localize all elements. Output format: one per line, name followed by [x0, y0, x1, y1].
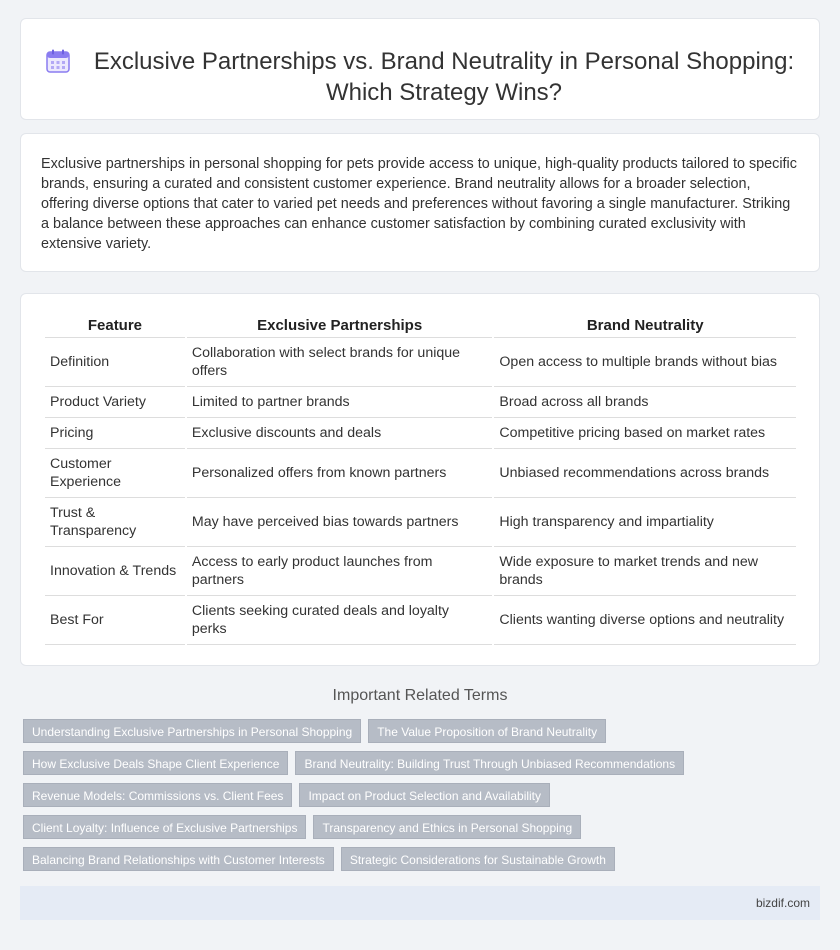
table-cell: Best For — [45, 596, 185, 645]
table-row — [45, 498, 796, 547]
related-term-tag[interactable]: Brand Neutrality: Building Trust Through Unbiased Recommendations — [295, 751, 684, 775]
tag-row — [23, 847, 813, 871]
column-header-neutrality: Brand Neutrality — [494, 316, 796, 338]
related-term-tag[interactable]: How Exclusive Deals Shape Client Experience — [23, 751, 288, 775]
intro-text: Exclusive partnerships in personal shopping for pets provide access to unique, high-quality products tailored to specific brands, ensuring a curated and consistent customer experience. Brand neutrality allows for a broader selection, offering diverse options that cater to varied pet needs and preferences without favoring a single manufacturer. Striking a balance between these approaches can enhance customer satisfaction by combining curated exclusivity with extensive variety. — [41, 156, 797, 252]
table-header-row — [45, 316, 796, 338]
table-cell: Clients wanting diverse options and neutrality — [494, 596, 796, 645]
table-cell: Wide exposure to market trends and new brands — [494, 547, 796, 596]
table-cell: Definition — [45, 338, 185, 387]
header-card — [20, 18, 820, 120]
footer — [20, 886, 820, 920]
tag-row — [23, 815, 813, 839]
related-term-tag[interactable]: Client Loyalty: Influence of Exclusive Partnerships — [23, 815, 306, 839]
table-cell: Customer Experience — [45, 449, 185, 498]
related-term-tag[interactable]: Understanding Exclusive Partnerships in Personal Shopping — [23, 719, 361, 743]
table-cell: Innovation & Trends — [45, 547, 185, 596]
table-cell: Trust & Transparency — [45, 498, 185, 547]
table-cell: Broad across all brands — [494, 387, 796, 418]
comparison-table-card — [20, 293, 820, 666]
calendar-icon — [45, 48, 71, 74]
related-terms-title: Important Related Terms — [332, 687, 508, 704]
page-title: Exclusive Partnerships vs. Brand Neutrality in Personal Shopping: Which Strategy Wins? — [93, 48, 795, 106]
table-cell: Product Variety — [45, 387, 185, 418]
table-cell: Competitive pricing based on market rates — [494, 418, 796, 449]
related-term-tag[interactable]: Balancing Brand Relationships with Customer Interests — [23, 847, 334, 871]
table-cell: Access to early product launches from partners — [187, 547, 493, 596]
table-cell: Clients seeking curated deals and loyalty perks — [187, 596, 493, 645]
column-header-exclusive: Exclusive Partnerships — [187, 316, 493, 338]
table-row — [45, 387, 796, 418]
related-terms-list — [23, 719, 813, 879]
tag-row — [23, 719, 813, 743]
related-term-tag[interactable]: Strategic Considerations for Sustainable Growth — [341, 847, 615, 871]
table-cell: Pricing — [45, 418, 185, 449]
table-cell: Exclusive discounts and deals — [187, 418, 493, 449]
table-cell: Personalized offers from known partners — [187, 449, 493, 498]
table-cell: Collaboration with select brands for unique offers — [187, 338, 493, 387]
related-term-tag[interactable]: The Value Proposition of Brand Neutrality — [368, 719, 606, 743]
comparison-table — [43, 316, 798, 645]
related-term-tag[interactable]: Revenue Models: Commissions vs. Client Fees — [23, 783, 292, 807]
column-header-feature: Feature — [45, 316, 185, 338]
table-cell: Unbiased recommendations across brands — [494, 449, 796, 498]
table-row — [45, 338, 796, 387]
table-cell: May have perceived bias towards partners — [187, 498, 493, 547]
table-cell: Open access to multiple brands without bias — [494, 338, 796, 387]
tag-row — [23, 783, 813, 807]
table-row — [45, 418, 796, 449]
table-row — [45, 547, 796, 596]
related-term-tag[interactable]: Transparency and Ethics in Personal Shopping — [313, 815, 581, 839]
footer-brand-link[interactable]: bizdif.com — [755, 896, 810, 910]
related-term-tag[interactable]: Impact on Product Selection and Availability — [299, 783, 550, 807]
table-row — [45, 596, 796, 645]
table-row — [45, 449, 796, 498]
tag-row — [23, 751, 813, 775]
table-cell: Limited to partner brands — [187, 387, 493, 418]
table-cell: High transparency and impartiality — [494, 498, 796, 547]
intro-card — [20, 133, 820, 272]
